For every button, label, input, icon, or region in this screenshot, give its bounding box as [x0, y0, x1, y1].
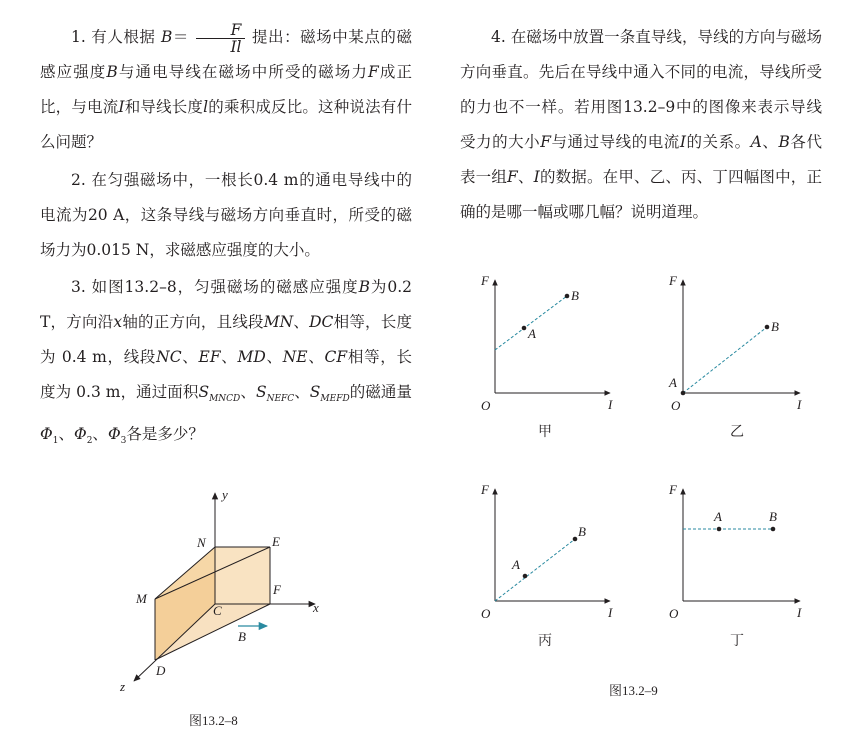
q2-line4: 大小。 — [273, 241, 320, 259]
ding-label-a: A — [714, 509, 722, 524]
yi-label-b: B — [771, 319, 779, 334]
yi-label-o: O — [671, 398, 681, 413]
q4-l4b: 与通过导线的 — [550, 133, 648, 151]
jia-label-b: B — [571, 288, 579, 303]
panel-bing — [480, 482, 613, 649]
q1-rest1: 提出：磁场中某点的 — [246, 28, 397, 46]
q1-line3c: 和导线长度 — [124, 98, 204, 116]
q4-var-F2: F — [507, 168, 518, 186]
q3-var-B: B — [358, 278, 370, 296]
label-y: y — [222, 487, 228, 502]
jia-label-i: I — [608, 397, 613, 412]
q3-var-CF: CF — [324, 348, 348, 366]
q4-l3: 流，导线所受的力也不一样。若用图13.2–9中 — [460, 63, 822, 116]
q1-eq: ＝ — [172, 28, 189, 46]
bing-label-a: A — [512, 557, 520, 572]
q1-numerator: F — [196, 22, 244, 39]
ding-label-b: B — [769, 509, 777, 524]
ding-point-b — [771, 527, 776, 532]
jia-label-f: F — [481, 273, 489, 288]
q3-var-S3: S — [309, 383, 321, 401]
yi-dashed-line — [683, 327, 767, 393]
figure-9-caption: 图13.2–9 — [609, 683, 658, 698]
figure-8-caption: 图13.2–8 — [189, 713, 238, 728]
label-z: z — [120, 679, 126, 694]
q2-line1: 2. 在匀强磁场中，一根长0.4 m的通电导 — [71, 171, 365, 189]
label-e: E — [272, 534, 280, 549]
q1-var-F: F — [367, 63, 379, 81]
face-nefc — [215, 547, 270, 604]
q3-l5a: 、 — [294, 383, 310, 401]
label-f: F — [273, 582, 281, 597]
q3-var-x: x — [113, 313, 123, 331]
label-n: N — [197, 535, 206, 550]
q3-l5b: 的磁通量 — [349, 383, 412, 401]
bing-label-b: B — [578, 524, 586, 539]
yi-label-i: I — [797, 397, 802, 412]
jia-dashed-line — [495, 296, 567, 350]
yi-label-f: F — [669, 273, 677, 288]
figure-13-2-8 — [110, 485, 340, 700]
ding-point-a — [717, 527, 722, 532]
q1-denominator: Il — [230, 37, 242, 56]
label-x: x — [313, 600, 319, 615]
q4-l5d: 各代表一组 — [460, 133, 822, 186]
bing-point-a — [523, 574, 528, 579]
q1-var-B: B — [160, 28, 173, 46]
jia-point-a — [522, 326, 527, 331]
q4-l5b: 的关系。 — [685, 133, 751, 151]
q3-var-S2: S — [255, 383, 267, 401]
q3-var-EF: EF — [198, 348, 221, 366]
question-1 — [40, 20, 412, 160]
label-b: B — [238, 629, 246, 644]
q3-var-phi1: Φ — [40, 425, 53, 444]
left-column — [40, 20, 412, 459]
q3-l3c: 、 — [220, 348, 238, 366]
q3-var-NE: NE — [282, 348, 308, 366]
label-d: D — [156, 663, 166, 678]
q1-line3d: 的乘积成反 — [208, 98, 287, 116]
q3-sub-3: 3 — [120, 436, 127, 447]
yi-label-a: A — [669, 375, 677, 390]
q1-line3a: 力 — [351, 63, 368, 81]
q3-l3b: 、 — [181, 348, 199, 366]
q4-var-B: B — [778, 133, 790, 151]
q3-l3a: 相等，长度为 0.4 m，线段 — [40, 313, 412, 366]
ding-label-o: O — [669, 606, 679, 621]
q3-var-phi2: Φ — [73, 425, 87, 444]
q4-l2: 与磁场方向垂直。先后在导线中通入不同的电 — [460, 28, 822, 81]
q3-var-MD: MD — [237, 348, 266, 366]
yi-point-b — [765, 325, 770, 330]
ding-label-i: I — [797, 605, 802, 620]
q3-sub-2: 2 — [86, 436, 93, 447]
question-3 — [40, 270, 412, 459]
panel-ding — [668, 482, 802, 649]
q1-var-l: l — [203, 98, 209, 116]
q4-var-I: I — [679, 133, 686, 151]
q3-l2c: 、 — [293, 313, 310, 331]
panel-yi — [668, 273, 802, 440]
q3-var-MN: MN — [263, 313, 294, 331]
q3-var-S1: S — [198, 383, 210, 401]
q2-line2: 线中的电流为20 A，这条导线与磁场方向垂直 — [40, 171, 412, 224]
label-m: M — [136, 591, 147, 606]
bing-label-o: O — [481, 606, 491, 621]
yi-title: 乙 — [730, 425, 744, 440]
q3-l4a: 、 — [307, 348, 325, 366]
q4-l1: 4. 在磁场中放置一条直导线，导线的方向 — [491, 28, 776, 46]
jia-label-a: A — [528, 326, 536, 341]
q3-l3d: 、 — [265, 348, 283, 366]
q3-l2b: 轴的正方向，且线段 — [122, 313, 264, 331]
q2-line3: 时，所受的磁场力为0.015 N，求磁感应强度的 — [40, 206, 412, 259]
jia-title: 甲 — [538, 425, 552, 440]
bing-label-f: F — [481, 482, 489, 497]
q4-l4a: 的图像来表示导线受力的大小 — [460, 98, 822, 151]
q3-l5c: 、 — [58, 425, 74, 444]
q3-l1a: 3. 如图13.2–8，匀强磁场的磁感应强度 — [71, 278, 359, 296]
q4-l5e: 、 — [517, 168, 534, 186]
q3-sub-1: 1 — [52, 436, 59, 447]
q1-line2b: 与通电导线在磁场中所受的磁场 — [117, 63, 352, 81]
q1-var-I: I — [118, 98, 125, 116]
q4-l5c: 、 — [761, 133, 779, 151]
q4-var-A: A — [750, 133, 762, 151]
q4-var-F: F — [540, 133, 551, 151]
bing-label-i: I — [608, 605, 613, 620]
jia-point-b — [565, 294, 570, 299]
panel-jia — [480, 273, 613, 440]
ding-label-f: F — [669, 482, 677, 497]
q4-l5f: 的数据。 — [539, 168, 603, 186]
bing-title: 丙 — [538, 634, 552, 649]
question-2 — [40, 163, 412, 268]
right-column — [460, 20, 822, 230]
figure-13-2-9 — [470, 265, 820, 655]
jia-label-o: O — [481, 398, 491, 413]
q4-l6: 在甲、乙、丙、丁四幅图中，正确的是哪一幅 — [460, 168, 822, 221]
q1-var-B2: B — [106, 63, 118, 81]
question-4 — [460, 20, 822, 230]
q4-l7: 或哪几幅？说明道理。 — [553, 203, 709, 221]
yi-point-a — [681, 391, 686, 396]
q3-l4b: 相等，长度为 0.3 m，通过面积 — [40, 348, 412, 401]
q3-var-DC: DC — [309, 313, 334, 331]
q1-line2: 磁感应强度 — [40, 28, 412, 81]
q1-prefix: 1. 有人根据 — [71, 28, 161, 46]
q3-l2a: 为0.2 T，方向沿 — [40, 278, 412, 331]
q1-line3b: 成正比，与电流 — [40, 63, 412, 116]
q3-sub-nefc: NEFC — [266, 394, 295, 405]
q3-sub-mefd: MEFD — [320, 394, 350, 405]
q4-l5a: 电流 — [647, 133, 680, 151]
q1-fraction — [196, 22, 244, 55]
q4-var-I2: I — [533, 168, 540, 186]
bing-point-b — [573, 537, 578, 542]
bing-dashed-line — [495, 539, 575, 601]
label-c: C — [213, 603, 222, 618]
q3-l4c: 、 — [240, 383, 256, 401]
q1-line4: 比。这种说法有什么问题？ — [40, 98, 412, 151]
q3-l5e: 各是多少？ — [126, 425, 204, 444]
ding-title: 丁 — [730, 634, 744, 649]
q3-l5d: 、 — [92, 425, 108, 444]
q3-var-NC: NC — [156, 348, 182, 366]
q3-sub-mncd: MNCD — [209, 394, 241, 405]
q3-var-phi3: Φ — [107, 425, 121, 444]
